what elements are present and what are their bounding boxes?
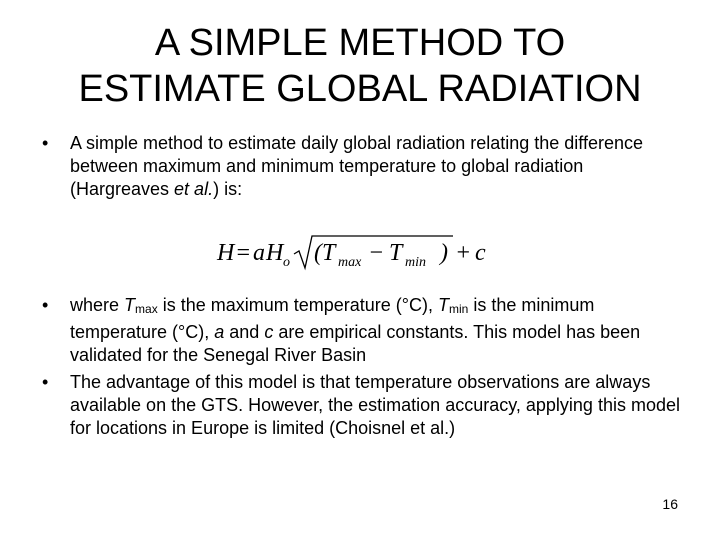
formula-t-max-sub: max bbox=[338, 255, 362, 270]
paren-open: ( bbox=[314, 240, 322, 266]
bullet-text: where $T_{max}$ is the maximum temperature (°C), $T_{min}$ is the minimum temperature (°C), a and c are empirical constants. This model has been validated for the Senegal River Basin bbox=[70, 295, 641, 365]
hargreaves-formula bbox=[215, 230, 495, 274]
formula-a: a bbox=[253, 240, 265, 266]
formula-t-min: T bbox=[389, 240, 403, 266]
formula-h-sub: o bbox=[283, 255, 290, 270]
bullet-advantage bbox=[42, 371, 682, 440]
formula-t-min-sub: min bbox=[405, 255, 426, 270]
bullet-text: The advantage of this model is that temperature observations are always available on the GTS. However, the estimation accuracy, applying this model for locations in Europe is limited (Choisnel et al.) bbox=[70, 372, 680, 438]
formula-graphic bbox=[215, 230, 495, 274]
bullet-marker: • bbox=[42, 295, 49, 315]
title-line-2: ESTIMATE GLOBAL RADIATION bbox=[78, 68, 642, 110]
page-number: 16 bbox=[662, 496, 678, 512]
paren-close: ) bbox=[440, 240, 448, 266]
formula-plus: + bbox=[455, 240, 472, 266]
formula-lhs-h: H bbox=[217, 240, 235, 266]
bullet-hargreaves-intro bbox=[42, 132, 682, 201]
formula-h: H bbox=[266, 240, 284, 266]
formula-minus: − bbox=[368, 240, 385, 266]
bullet-text: A simple method to estimate daily global radiation relating the difference between maximum and minimum temperature to global radiation (Hargreaves et al.) is: bbox=[70, 133, 644, 199]
bullet-marker: • bbox=[42, 133, 49, 153]
formula-c: c bbox=[475, 240, 486, 266]
slide-title bbox=[0, 20, 720, 112]
formula-t-max: T bbox=[322, 240, 336, 266]
bullet-marker: • bbox=[42, 372, 49, 392]
title-line-1: A SIMPLE METHOD TO bbox=[154, 22, 566, 64]
formula-equals: = bbox=[235, 240, 252, 266]
bullet-variables bbox=[42, 294, 682, 367]
